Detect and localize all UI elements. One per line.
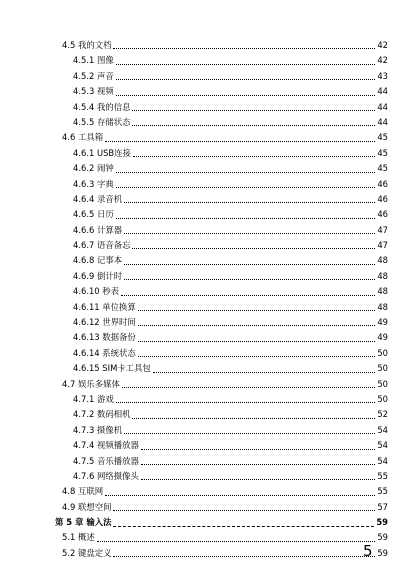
toc-leader-dots: [116, 187, 376, 188]
toc-entry-page: 54: [377, 424, 388, 435]
toc-entry: [0, 100, 388, 115]
toc-leader-dots: [113, 526, 374, 527]
toc-entry-title: 4.6.3 字典: [73, 178, 114, 189]
toc-leader-dots: [122, 387, 375, 388]
toc-entry-page: 54: [377, 455, 388, 466]
toc-entry: [0, 438, 388, 453]
toc-leader-dots: [141, 464, 375, 465]
toc-entry: [0, 392, 388, 407]
toc-entry-title: 4.6.10 秒表: [73, 286, 120, 297]
toc-entry-page: 59: [376, 517, 388, 528]
toc-entry-page: 50: [377, 378, 388, 389]
toc-entry-page: 47: [377, 224, 388, 235]
toc-entry-title: 4.6.2 闹钟: [73, 163, 114, 174]
page-number: 5: [363, 542, 373, 560]
toc-entry-title: 4.7.5 音乐播放器: [73, 455, 139, 466]
toc-entry: [0, 407, 388, 422]
toc-entry-title: 4.7.6 网络摄像头: [73, 470, 139, 481]
toc-entry: [0, 69, 388, 84]
toc-entry-page: 50: [377, 347, 388, 358]
toc-leader-dots: [116, 172, 376, 173]
toc-entry-title: 4.6.8 记事本: [73, 255, 123, 266]
toc-entry-title: 4.6.6 计算器: [73, 224, 123, 235]
toc-entry: [0, 161, 388, 176]
toc-leader-dots: [141, 449, 375, 450]
toc-entry: [0, 377, 388, 392]
toc-entry-page: 42: [377, 55, 388, 66]
toc-entry: [0, 238, 388, 253]
toc-entry-title: 4.6.7 语音备忘: [73, 240, 131, 251]
toc-entry: [0, 223, 388, 238]
toc-entry-title: 5.2 键盘定义: [62, 547, 112, 558]
toc-leader-dots: [132, 248, 375, 249]
toc-entry: [0, 469, 388, 484]
toc-entry-title: 4.7 娱乐多媒体: [62, 378, 120, 389]
toc-entry: [0, 300, 388, 315]
toc-entry: [0, 253, 388, 268]
toc-entry-page: 55: [377, 486, 388, 497]
toc-entry-title: 4.6.5 日历: [73, 209, 114, 220]
toc-leader-dots: [116, 218, 376, 219]
toc-entry-title: 4.6.13 数据备份: [73, 332, 136, 343]
toc-entry-page: 46: [377, 209, 388, 220]
toc-leader-dots: [97, 541, 376, 542]
toc-entry-page: 44: [377, 86, 388, 97]
toc-entry: [0, 115, 388, 130]
toc-entry-page: 48: [377, 286, 388, 297]
toc-entry: [0, 192, 388, 207]
toc-entry-page: 47: [377, 240, 388, 251]
toc-entry: [0, 531, 388, 546]
toc-entry: [0, 269, 388, 284]
toc-entry: [0, 177, 388, 192]
toc-entry-page: 45: [377, 147, 388, 158]
toc-leader-dots: [124, 279, 375, 280]
toc-entry: [0, 84, 388, 99]
toc-leader-dots: [124, 202, 375, 203]
toc-leader-dots: [116, 64, 376, 65]
toc-chapter-entry: [0, 515, 388, 530]
toc-entry: [0, 38, 388, 53]
toc-leader-dots: [132, 125, 375, 126]
toc-entry-page: 42: [377, 39, 388, 50]
toc-entry: [0, 484, 388, 499]
toc-entry: [0, 546, 388, 561]
toc-entry-page: 59: [377, 532, 388, 543]
toc-entry-title: 4.7.4 视频播放器: [73, 440, 139, 451]
toc-entry-title: 4.7.2 数码相机: [73, 409, 131, 420]
toc-entry-title: 4.6.9 倒计时: [73, 270, 123, 281]
toc-entry: [0, 146, 388, 161]
toc-entry-page: 48: [377, 301, 388, 312]
toc-entry: [0, 330, 388, 345]
toc-leader-dots: [138, 341, 376, 342]
toc-entry: [0, 361, 388, 376]
toc-entry-title: 4.5.4 我的信息: [73, 101, 131, 112]
toc-entry-title: 4.6.4 录音机: [73, 193, 123, 204]
toc-entry-page: 48: [377, 255, 388, 266]
toc-entry-page: 48: [377, 270, 388, 281]
toc-leader-dots: [124, 233, 375, 234]
toc-entry-title: 4.5.5 存储状态: [73, 116, 131, 127]
toc-entry-page: 50: [377, 393, 388, 404]
toc-entry-title: 4.6.11 单位换算: [73, 301, 136, 312]
toc-entry-title: 4.5 我的文档: [62, 39, 112, 50]
toc-leader-dots: [138, 310, 376, 311]
toc-entry: [0, 130, 388, 145]
toc-entry-title: 4.6.12 世界时间: [73, 317, 136, 328]
toc-entry-page: 52: [377, 409, 388, 420]
toc-leader-dots: [105, 141, 375, 142]
toc-entry: [0, 500, 388, 515]
toc-entry-title: 第 5 章 输入法: [55, 517, 112, 528]
toc-leader-dots: [153, 372, 376, 373]
toc-leader-dots: [132, 110, 375, 111]
toc-entry: [0, 346, 388, 361]
toc-leader-dots: [105, 495, 375, 496]
toc-leader-dots: [121, 295, 375, 296]
toc-leader-dots: [113, 510, 375, 511]
toc-leader-dots: [138, 325, 376, 326]
toc-entry-title: 4.7.3 摄像机: [73, 424, 123, 435]
toc-leader-dots: [116, 402, 376, 403]
toc-leader-dots: [124, 433, 375, 434]
toc-entry-title: 4.6 工具箱: [62, 132, 104, 143]
toc-entry: [0, 53, 388, 68]
toc-entry: [0, 284, 388, 299]
toc-entry-page: 46: [377, 193, 388, 204]
toc-entry-page: 45: [377, 132, 388, 143]
toc-entry-title: 4.5.3 视频: [73, 86, 114, 97]
toc-leader-dots: [116, 79, 376, 80]
toc-entry-title: 4.8 互联网: [62, 486, 104, 497]
toc-entry-page: 57: [377, 501, 388, 512]
toc-entry-title: 4.7.1 游戏: [73, 393, 114, 404]
toc-entry-page: 44: [377, 116, 388, 127]
toc-entry-page: 49: [377, 317, 388, 328]
toc-leader-dots: [124, 264, 375, 265]
toc-entry-title: 4.9 联想空间: [62, 501, 112, 512]
toc-entry-page: 46: [377, 178, 388, 189]
toc-entry-page: 55: [377, 470, 388, 481]
toc-entry-page: 54: [377, 440, 388, 451]
toc-leader-dots: [113, 48, 375, 49]
toc-leader-dots: [116, 95, 376, 96]
toc-entry-title: 4.5.2 声音: [73, 70, 114, 81]
toc-entry-title: 5.1 概述: [62, 532, 95, 543]
toc-entry-page: 50: [377, 363, 388, 374]
toc-entry: [0, 423, 388, 438]
toc-entry: [0, 454, 388, 469]
toc-leader-dots: [141, 479, 375, 480]
toc-entry-page: 49: [377, 332, 388, 343]
toc-leader-dots: [133, 156, 375, 157]
toc-entry-page: 59: [377, 547, 388, 558]
toc-leader-dots: [113, 556, 375, 557]
toc-leader-dots: [132, 418, 375, 419]
toc-entry-title: 4.6.1 USB连接: [73, 147, 131, 158]
toc-entry-title: 4.6.15 SIM卡工具包: [73, 363, 151, 374]
toc-entry-page: 44: [377, 101, 388, 112]
toc-leader-dots: [138, 356, 376, 357]
table-of-contents: [0, 38, 413, 561]
toc-entry: [0, 207, 388, 222]
toc-entry-page: 43: [377, 70, 388, 81]
toc-entry-page: 45: [377, 163, 388, 174]
toc-entry: [0, 315, 388, 330]
toc-entry-title: 4.5.1 图像: [73, 55, 114, 66]
toc-entry-title: 4.6.14 系统状态: [73, 347, 136, 358]
